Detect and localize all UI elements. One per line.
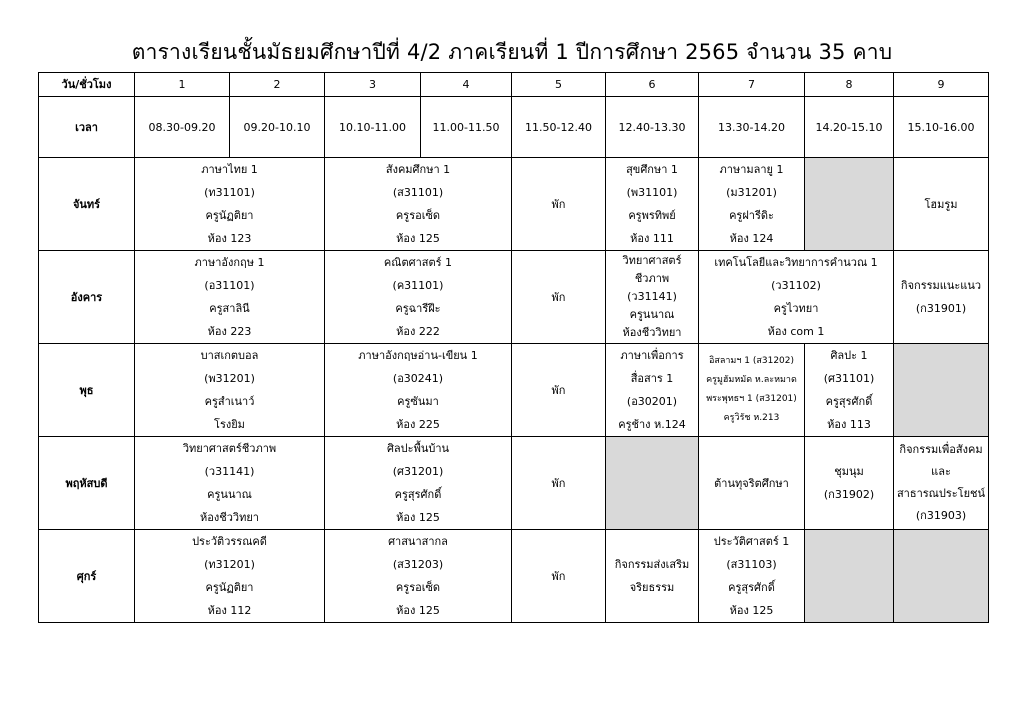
teacher-room: ครูช้าง ห.124 <box>618 418 686 431</box>
room: ห้อง 223 <box>207 325 252 338</box>
room: ห้อง 222 <box>396 325 440 338</box>
break-cell: พัก <box>512 530 606 623</box>
period-7: 7 <box>699 73 805 97</box>
day-row-wednesday <box>39 344 989 437</box>
subject-code: (ว31141) <box>627 290 677 303</box>
time-8: 14.20-15.10 <box>805 97 894 158</box>
day-name-monday: จันทร์ <box>39 158 135 251</box>
subject: ศาสนาสากล <box>388 535 448 548</box>
room: ห้อง 111 <box>630 232 674 245</box>
teacher: ครูรอเซ็ด <box>395 209 441 222</box>
teacher-room: ครูมูฮัมหมัด ห.ละหมาด <box>706 375 797 385</box>
empty-cell <box>894 344 989 437</box>
class-cell <box>606 530 699 623</box>
subject: สุขศึกษา 1 <box>626 163 678 176</box>
class-cell <box>606 158 699 251</box>
subject: ภาษาอังกฤษอ่าน-เขียน 1 <box>358 349 478 362</box>
subject: สาธารณประโยชน์ <box>896 487 986 500</box>
room: ห้อง 123 <box>207 232 252 245</box>
teacher: ครูพรทิพย์ <box>628 209 676 222</box>
teacher: ครูฝารีดิะ <box>729 209 774 222</box>
period-3: 3 <box>325 73 421 97</box>
class-cell <box>325 158 512 251</box>
subject-code: (พ31201) <box>204 372 255 385</box>
time-1: 08.30-09.20 <box>135 97 230 158</box>
room: โรงยิม <box>214 418 245 431</box>
class-cell <box>325 251 512 344</box>
teacher: ครูนัฏติยา <box>205 209 254 222</box>
class-cell <box>135 437 325 530</box>
subject-code: (ส31203) <box>392 558 444 571</box>
period-4: 4 <box>421 73 512 97</box>
class-cell <box>805 437 894 530</box>
day-row-thursday <box>39 437 989 530</box>
subject: สื่อสาร 1 <box>630 372 674 385</box>
break-cell: พัก <box>512 344 606 437</box>
class-cell <box>699 530 805 623</box>
day-name-thursday: พฤหัสบดี <box>39 437 135 530</box>
subject: วิทยาศาสตร์ชีวภาพ <box>182 442 277 455</box>
teacher: ครูซันมา <box>397 395 439 408</box>
teacher: ครูสาลินี <box>209 302 250 315</box>
day-row-tuesday <box>39 251 989 344</box>
time-6: 12.40-13.30 <box>606 97 699 158</box>
subject: ภาษาเพื่อการ <box>620 349 684 362</box>
class-cell: ต้านทุจริตศึกษา <box>699 437 805 530</box>
teacher: ครูสุรศักดิ์ <box>728 581 775 594</box>
subject: บาสเกตบอล <box>200 349 259 362</box>
class-cell <box>325 344 512 437</box>
teacher: ครูนนาณ <box>207 488 252 501</box>
teacher: ครูนัฏติยา <box>205 581 254 594</box>
class-cell <box>325 530 512 623</box>
room: ห้อง 125 <box>396 511 440 524</box>
period-2: 2 <box>230 73 325 97</box>
subject-code: (ว31102) <box>771 279 821 292</box>
period-9: 9 <box>894 73 989 97</box>
time-row <box>39 97 989 158</box>
break-cell: พัก <box>512 251 606 344</box>
break-cell: พัก <box>512 158 606 251</box>
subject-code: (ท31201) <box>204 558 255 571</box>
teacher: ครูฉารีฝีะ <box>395 302 441 315</box>
subject-code: (ก31901) <box>915 302 967 315</box>
subject-code: (ม31201) <box>726 186 777 199</box>
time-5: 11.50-12.40 <box>512 97 606 158</box>
period-header-row <box>39 73 989 97</box>
time-3: 10.10-11.00 <box>325 97 421 158</box>
subject: เทคโนโลยีและวิทยาการคำนวณ 1 <box>714 256 878 269</box>
subject-code: (พ31101) <box>626 186 678 199</box>
subject: ภาษาอังกฤษ 1 <box>194 256 265 269</box>
teacher: ครูสำเนาว์ <box>204 395 255 408</box>
class-cell <box>699 158 805 251</box>
class-cell <box>894 251 989 344</box>
room: ห้อง 125 <box>396 604 440 617</box>
day-name-tuesday: อังคาร <box>39 251 135 344</box>
time-2: 09.20-10.10 <box>230 97 325 158</box>
subject: ชีวภาพ <box>634 272 670 285</box>
break-cell: พัก <box>512 437 606 530</box>
corner-label: วัน/ชั่วโมง <box>39 73 135 97</box>
subject: ศิลปะพื้นบ้าน <box>386 442 450 455</box>
class-cell <box>135 530 325 623</box>
time-7: 13.30-14.20 <box>699 97 805 158</box>
subject-code: (ส31103) <box>726 558 777 571</box>
subject-code: (อ31101) <box>204 279 255 292</box>
period-8: 8 <box>805 73 894 97</box>
class-cell <box>699 344 805 437</box>
empty-cell <box>894 530 989 623</box>
subject-code: (ว31141) <box>204 465 255 478</box>
subject: สังคมศึกษา 1 <box>385 163 451 176</box>
room: ห้องชีววิทยา <box>622 326 682 339</box>
subject: ภาษาไทย 1 <box>201 163 258 176</box>
class-cell <box>325 437 512 530</box>
room: ห้อง 112 <box>207 604 252 617</box>
class-cell <box>135 344 325 437</box>
room: ห้อง 113 <box>827 418 871 431</box>
period-1: 1 <box>135 73 230 97</box>
teacher: ครูรอเซ็ด <box>395 581 441 594</box>
empty-cell <box>805 158 894 251</box>
subject: กิจกรรมเพื่อสังคม <box>899 443 983 456</box>
subject: อิสลามฯ 1 (ส31202) <box>708 356 795 366</box>
room: ห้อง com 1 <box>767 325 825 338</box>
subject: ประวัติศาสตร์ 1 <box>713 535 790 548</box>
subject-code: (ก31902) <box>823 488 875 501</box>
class-cell <box>606 344 699 437</box>
class-cell <box>894 437 989 530</box>
period-5: 5 <box>512 73 606 97</box>
teacher-room: ครูวิรัช ห.213 <box>723 413 780 423</box>
subject-code: (ท31101) <box>204 186 255 199</box>
class-cell <box>135 158 325 251</box>
period-6: 6 <box>606 73 699 97</box>
subject-code: (ศ31201) <box>392 465 444 478</box>
page-title: ตารางเรียนชั้นมัธยมศึกษาปีที่ 4/2 ภาคเรียนที่ 1 ปีการศึกษา 2565 จำนวน 35 คาบ <box>131 40 893 64</box>
timetable <box>38 72 989 623</box>
time-4: 11.00-11.50 <box>421 97 512 158</box>
room: ห้อง 125 <box>396 232 440 245</box>
subject-code: (อ30241) <box>392 372 444 385</box>
subject: ภาษามลายู 1 <box>719 163 784 176</box>
subject: และ <box>931 465 951 478</box>
subject: ประวัติวรรณคดี <box>192 535 267 548</box>
subject: จริยธรรม <box>629 581 675 594</box>
empty-cell <box>805 530 894 623</box>
day-name-wednesday: พุธ <box>39 344 135 437</box>
day-row-monday <box>39 158 989 251</box>
class-cell <box>805 344 894 437</box>
room: ห้องชีววิทยา <box>200 511 259 524</box>
room: ห้อง 125 <box>729 604 774 617</box>
empty-cell <box>606 437 699 530</box>
room: ห้อง 225 <box>396 418 440 431</box>
teacher: ครูสุรศักดิ์ <box>825 395 873 408</box>
class-cell: โฮมรูม <box>894 158 989 251</box>
subject-code: (อ30201) <box>626 395 678 408</box>
time-9: 15.10-16.00 <box>894 97 989 158</box>
subject: ชุมนุม <box>834 465 864 478</box>
room: ห้อง 124 <box>729 232 774 245</box>
teacher: ครูสุรศักดิ์ <box>394 488 442 501</box>
subject: ศิลปะ 1 <box>830 349 868 362</box>
day-row-friday <box>39 530 989 623</box>
subject-code: (ก31903) <box>915 509 967 522</box>
teacher: ครูนนาณ <box>629 308 675 321</box>
class-cell <box>135 251 325 344</box>
subject: คณิตศาสตร์ 1 <box>383 256 453 269</box>
time-label: เวลา <box>39 97 135 158</box>
subject: วิทยาศาสตร์ <box>622 254 682 267</box>
subject: กิจกรรมส่งเสริม <box>614 558 690 571</box>
teacher: ครูไวทยา <box>773 302 819 315</box>
subject-code: (ส31101) <box>392 186 444 199</box>
class-cell <box>699 251 894 344</box>
day-name-friday: ศุกร์ <box>39 530 135 623</box>
subject: กิจกรรมแนะแนว <box>900 279 982 292</box>
subject-code: (ศ31101) <box>823 372 875 385</box>
subject-code: (ค31101) <box>392 279 444 292</box>
class-cell <box>606 251 699 344</box>
subject: พระพุทธฯ 1 (ส31201) <box>706 394 797 404</box>
